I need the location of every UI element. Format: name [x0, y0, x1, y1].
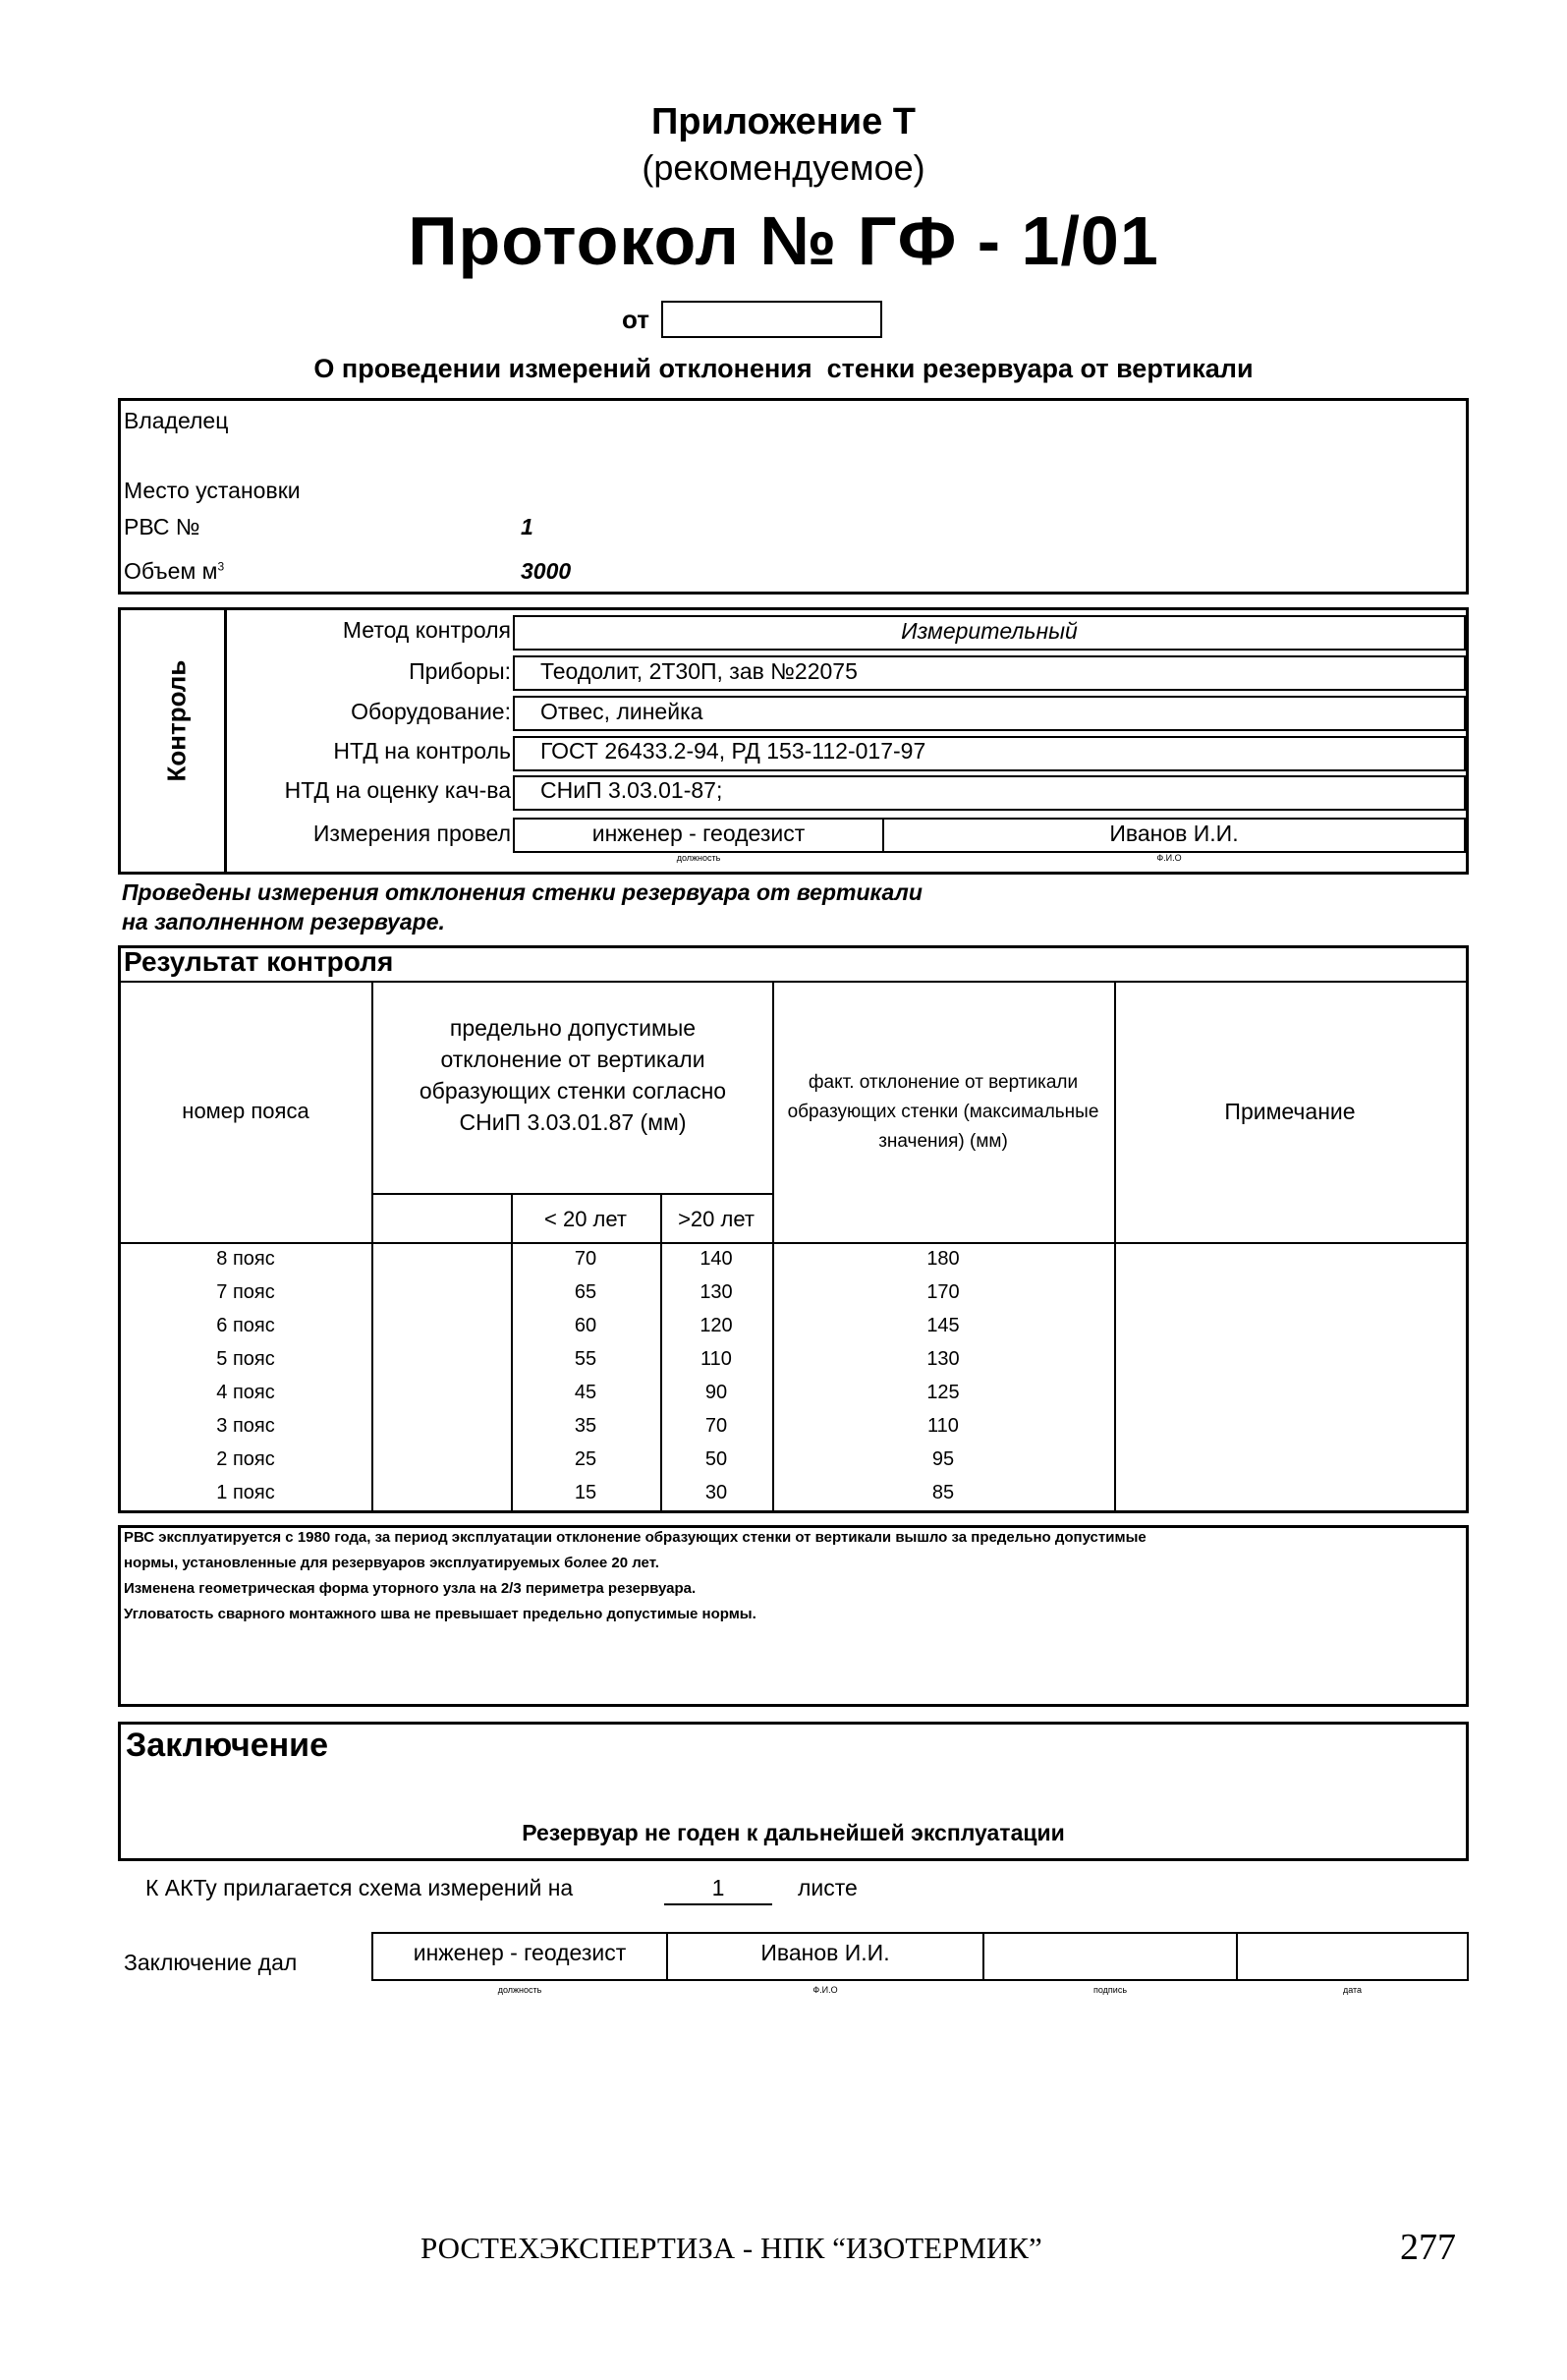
row-actual: 85 — [931, 1482, 955, 1503]
row-lt20: 25 — [574, 1448, 597, 1470]
header-actual: факт. отклонение от вертикали образующих стенки (максимальные значения) (мм) — [787, 1072, 1099, 1152]
row-belt: 4 пояс — [216, 1382, 275, 1403]
conclusion-text: Резервуар не годен к дальнейшей эксплуатации — [522, 1820, 1065, 1845]
results-title-rule — [120, 981, 1467, 983]
signoff-position: инженер - геодезист — [413, 1940, 627, 1965]
protocol-title: Протокол № ГФ - 1/01 — [408, 202, 1159, 279]
results-title: Результат контроля — [124, 946, 394, 977]
instruments-value: Теодолит, 2Т30П, зав №22075 — [540, 658, 858, 684]
location-label: Место установки — [124, 478, 301, 503]
attachment-suffix: листе — [798, 1875, 858, 1900]
signoff-name: Иванов И.И. — [760, 1940, 890, 1965]
row-belt: 7 пояс — [216, 1281, 275, 1303]
remarks-line4: Угловатость сварного монтажного шва не превышает предельно допустимые нормы. — [124, 1606, 756, 1622]
header-lt20: < 20 лет — [544, 1207, 627, 1231]
col-rule-1 — [371, 983, 373, 1511]
ntd-control-value: ГОСТ 26433.2-94, РД 153-112-017-97 — [540, 738, 926, 764]
row-actual: 180 — [926, 1248, 960, 1270]
row-gt20: 120 — [700, 1315, 733, 1336]
ntd-quality-value: СНиП 3.03.01-87; — [540, 777, 723, 803]
date-field[interactable] — [661, 301, 882, 338]
row-actual: 110 — [927, 1415, 959, 1437]
row-belt: 8 пояс — [216, 1248, 275, 1270]
equipment-label: Оборудование: — [351, 699, 511, 724]
owner-block — [118, 398, 1469, 595]
attachment-count-underline — [664, 1903, 772, 1905]
equipment-value: Отвес, линейка — [540, 699, 703, 724]
performed-position-value: инженер - геодезист — [591, 821, 806, 846]
method-label: Метод контроля — [342, 617, 511, 643]
row-actual: 95 — [931, 1448, 955, 1470]
header-bottom-rule — [120, 1242, 1467, 1244]
tank-value: 1 — [521, 514, 533, 539]
row-gt20: 90 — [704, 1382, 728, 1403]
ntd-quality-label: НТД на оценку кач-ва — [284, 777, 511, 803]
appendix-title: Приложение Т — [650, 101, 917, 142]
row-gt20: 30 — [704, 1482, 728, 1503]
row-belt: 6 пояс — [216, 1315, 275, 1336]
volume-unit-sup: 3 — [217, 559, 225, 574]
signoff-date-field[interactable] — [1236, 1932, 1469, 1981]
header-allowed: предельно допустимые отклонение от вертикали образующих стенки согласно СНиП 3.03.01.87 (мм) — [419, 1015, 727, 1135]
volume-value: 3000 — [521, 558, 572, 584]
conclusion-title: Заключение — [126, 1727, 328, 1764]
volume-label-text: Объем м — [124, 558, 218, 584]
instruments-label: Приборы: — [409, 658, 511, 684]
header-note: Примечание — [1224, 1099, 1356, 1124]
ntd-control-label: НТД на контроль — [333, 738, 511, 764]
row-belt: 5 пояс — [216, 1348, 275, 1370]
row-gt20: 50 — [704, 1448, 728, 1470]
measured-note-line2: на заполненном резервуаре. — [122, 909, 445, 935]
remarks-line3: Изменена геометрическая форма уторного узла на 2/3 периметра резервуара. — [124, 1580, 697, 1597]
row-lt20: 70 — [574, 1248, 597, 1270]
header-belt: номер пояса — [182, 1099, 309, 1123]
row-lt20: 35 — [574, 1415, 597, 1437]
signoff-caption-position: должность — [497, 1985, 542, 1995]
row-lt20: 60 — [574, 1315, 597, 1336]
date-prefix: от — [622, 305, 649, 334]
header-gt20: >20 лет — [678, 1207, 755, 1231]
row-gt20: 140 — [700, 1248, 733, 1270]
remarks-line1: РВС эксплуатируется с 1980 года, за период эксплуатации отклонение образующих стенки от вертикали вышло за предельно допустимые — [124, 1529, 1147, 1546]
row-actual: 130 — [926, 1348, 960, 1370]
row-actual: 125 — [926, 1382, 960, 1403]
volume-label — [124, 558, 224, 585]
protocol-subtitle: О проведении измерений отклонения стенки резервуара от вертикали — [313, 354, 1254, 383]
row-gt20: 110 — [700, 1348, 732, 1370]
signoff-caption-signature: подпись — [1092, 1985, 1128, 1995]
header-subrule — [371, 1193, 772, 1195]
row-gt20: 130 — [700, 1281, 733, 1303]
attachment-prefix: К АКТу прилагается схема измерений на — [145, 1875, 574, 1900]
remarks-line2: нормы, установленные для резервуаров эксплуатируемых более 20 лет. — [124, 1555, 659, 1571]
signoff-caption-name: Ф.И.О — [812, 1985, 838, 1995]
performed-name-value: Иванов И.И. — [1109, 821, 1239, 846]
attachment-count: 1 — [711, 1875, 725, 1900]
performed-name-caption: Ф.И.О — [1156, 853, 1182, 863]
tank-label: РВС № — [124, 514, 200, 539]
performed-label: Измерения провел — [312, 821, 511, 846]
col-rule-5 — [1114, 983, 1116, 1511]
performed-position-caption: должность — [676, 853, 721, 863]
row-lt20: 65 — [574, 1281, 597, 1303]
control-side-label: Контроль — [161, 659, 192, 782]
owner-label: Владелец — [124, 408, 229, 433]
appendix-note: (рекомендуемое) — [642, 147, 925, 188]
row-gt20: 70 — [704, 1415, 728, 1437]
measured-note-line1: Проведены измерения отклонения стенки резервуара от вертикали — [122, 879, 923, 905]
row-belt: 2 пояс — [216, 1448, 275, 1470]
row-belt: 3 пояс — [216, 1415, 275, 1437]
footer-publisher: РОСТЕХЭКСПЕРТИЗА - НПК “ИЗОТЕРМИК” — [420, 2231, 1042, 2265]
signoff-label: Заключение дал — [124, 1950, 298, 1975]
page-number: 277 — [1400, 2227, 1456, 2268]
row-actual: 145 — [926, 1315, 960, 1336]
signoff-caption-date: дата — [1342, 1985, 1363, 1995]
method-value: Измерительный — [901, 618, 1078, 644]
row-lt20: 45 — [574, 1382, 597, 1403]
row-belt: 1 пояс — [216, 1482, 275, 1503]
row-actual: 170 — [926, 1281, 960, 1303]
row-lt20: 55 — [574, 1348, 597, 1370]
signoff-signature-field[interactable] — [982, 1932, 1238, 1981]
row-lt20: 15 — [574, 1482, 597, 1503]
